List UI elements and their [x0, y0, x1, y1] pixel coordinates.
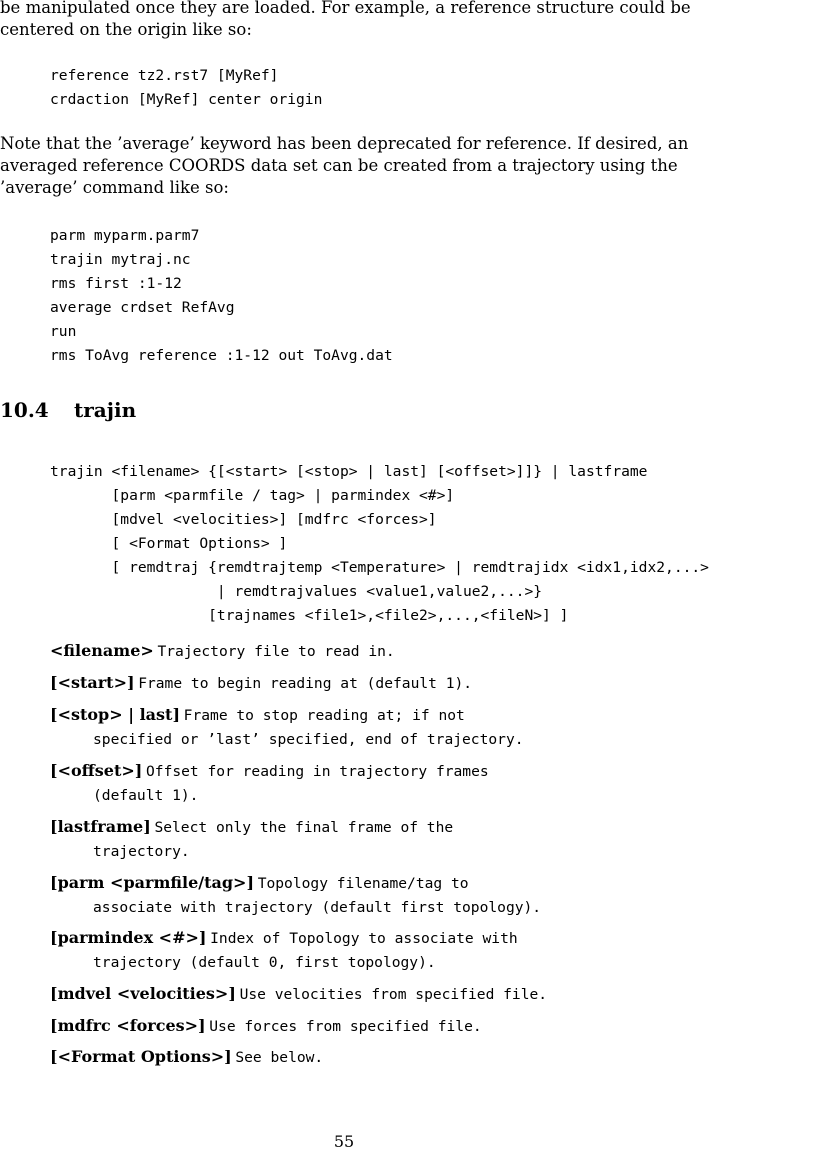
option-description: Frame to stop reading at; if not	[183, 707, 465, 724]
option-description: Use velocities from specified file.	[239, 986, 548, 1003]
option-term: [<stop> | last]	[50, 705, 181, 724]
note-paragraph: Note that the ’average’ keyword has been deprecated for reference. If desired, an averaged reference COORDS data set can be created from a trajectory using the ’average’ command like so:	[0, 134, 689, 197]
page-number: 55	[333, 1132, 355, 1151]
option-description-continued: trajectory.	[93, 843, 190, 860]
option-description: Use forces from specified file.	[209, 1018, 482, 1035]
option-description-continued: specified or ’last’ specified, end of trajectory.	[93, 731, 524, 748]
code-block-average: parm myparm.parm7 trajin mytraj.nc rms first :1-12 average crdset RefAvg run rms ToAvg reference :1-12 out ToAvg.dat	[50, 227, 393, 364]
trajin-syntax: trajin <filename> {[<start> [<stop> | last] [<offset>]]} | lastframe [parm <parmfile / tag> | parmindex <#>] [mdvel <velocities>] [mdfrc <forces>] [ <Format Options> ] [ remdtraj {remdtrajtemp <Temperature> | remdtrajidx <idx1,idx2,...> | remdtrajvalues <value1,value2,...>} [trajnames <file1>,<file2>,...,<fileN>] ]	[50, 463, 709, 624]
section-title: trajin	[74, 398, 137, 422]
option-parmindex	[50, 926, 830, 975]
option-description: Select only the final frame of the	[154, 819, 454, 836]
option-description-continued: trajectory (default 0, first topology).	[93, 954, 436, 971]
intro-paragraph: be manipulated once they are loaded. For example, a reference structure could be centered on the origin like so:	[0, 0, 691, 39]
option-description: Offset for reading in trajectory frames	[146, 763, 489, 780]
option-filename	[50, 639, 830, 664]
option-mdvel	[50, 982, 830, 1007]
option-term: [parmindex <#>]	[50, 928, 207, 947]
option-description: Frame to begin reading at (default 1).	[138, 675, 473, 692]
option-offset	[50, 759, 830, 808]
option-stop	[50, 703, 830, 752]
option-term: [<Format Options>]	[50, 1047, 232, 1066]
option-description-continued: (default 1).	[93, 787, 199, 804]
option-term: [<start>]	[50, 673, 135, 692]
option-term: <filename>	[50, 641, 154, 660]
option-term: [mdfrc <forces>]	[50, 1016, 206, 1035]
option-lastframe	[50, 815, 830, 864]
option-start	[50, 671, 830, 696]
option-description: Topology filename/tag to	[257, 875, 469, 892]
option-parm	[50, 871, 830, 920]
option-term: [mdvel <velocities>]	[50, 984, 236, 1003]
section-heading	[0, 396, 136, 424]
option-format-options	[50, 1045, 830, 1070]
code-block-reference: reference tz2.rst7 [MyRef] crdaction [MyRef] center origin	[50, 67, 323, 108]
option-description: Trajectory file to read in.	[157, 643, 395, 660]
option-term: [parm <parmfile/tag>]	[50, 873, 255, 892]
option-description: Index of Topology to associate with	[210, 930, 518, 947]
option-mdfrc	[50, 1014, 830, 1039]
option-term: [lastframe]	[50, 817, 151, 836]
section-number: 10.4	[0, 398, 49, 422]
option-term: [<offset>]	[50, 761, 143, 780]
option-description: See below.	[235, 1049, 324, 1066]
option-description-continued: associate with trajectory (default first topology).	[93, 899, 542, 916]
